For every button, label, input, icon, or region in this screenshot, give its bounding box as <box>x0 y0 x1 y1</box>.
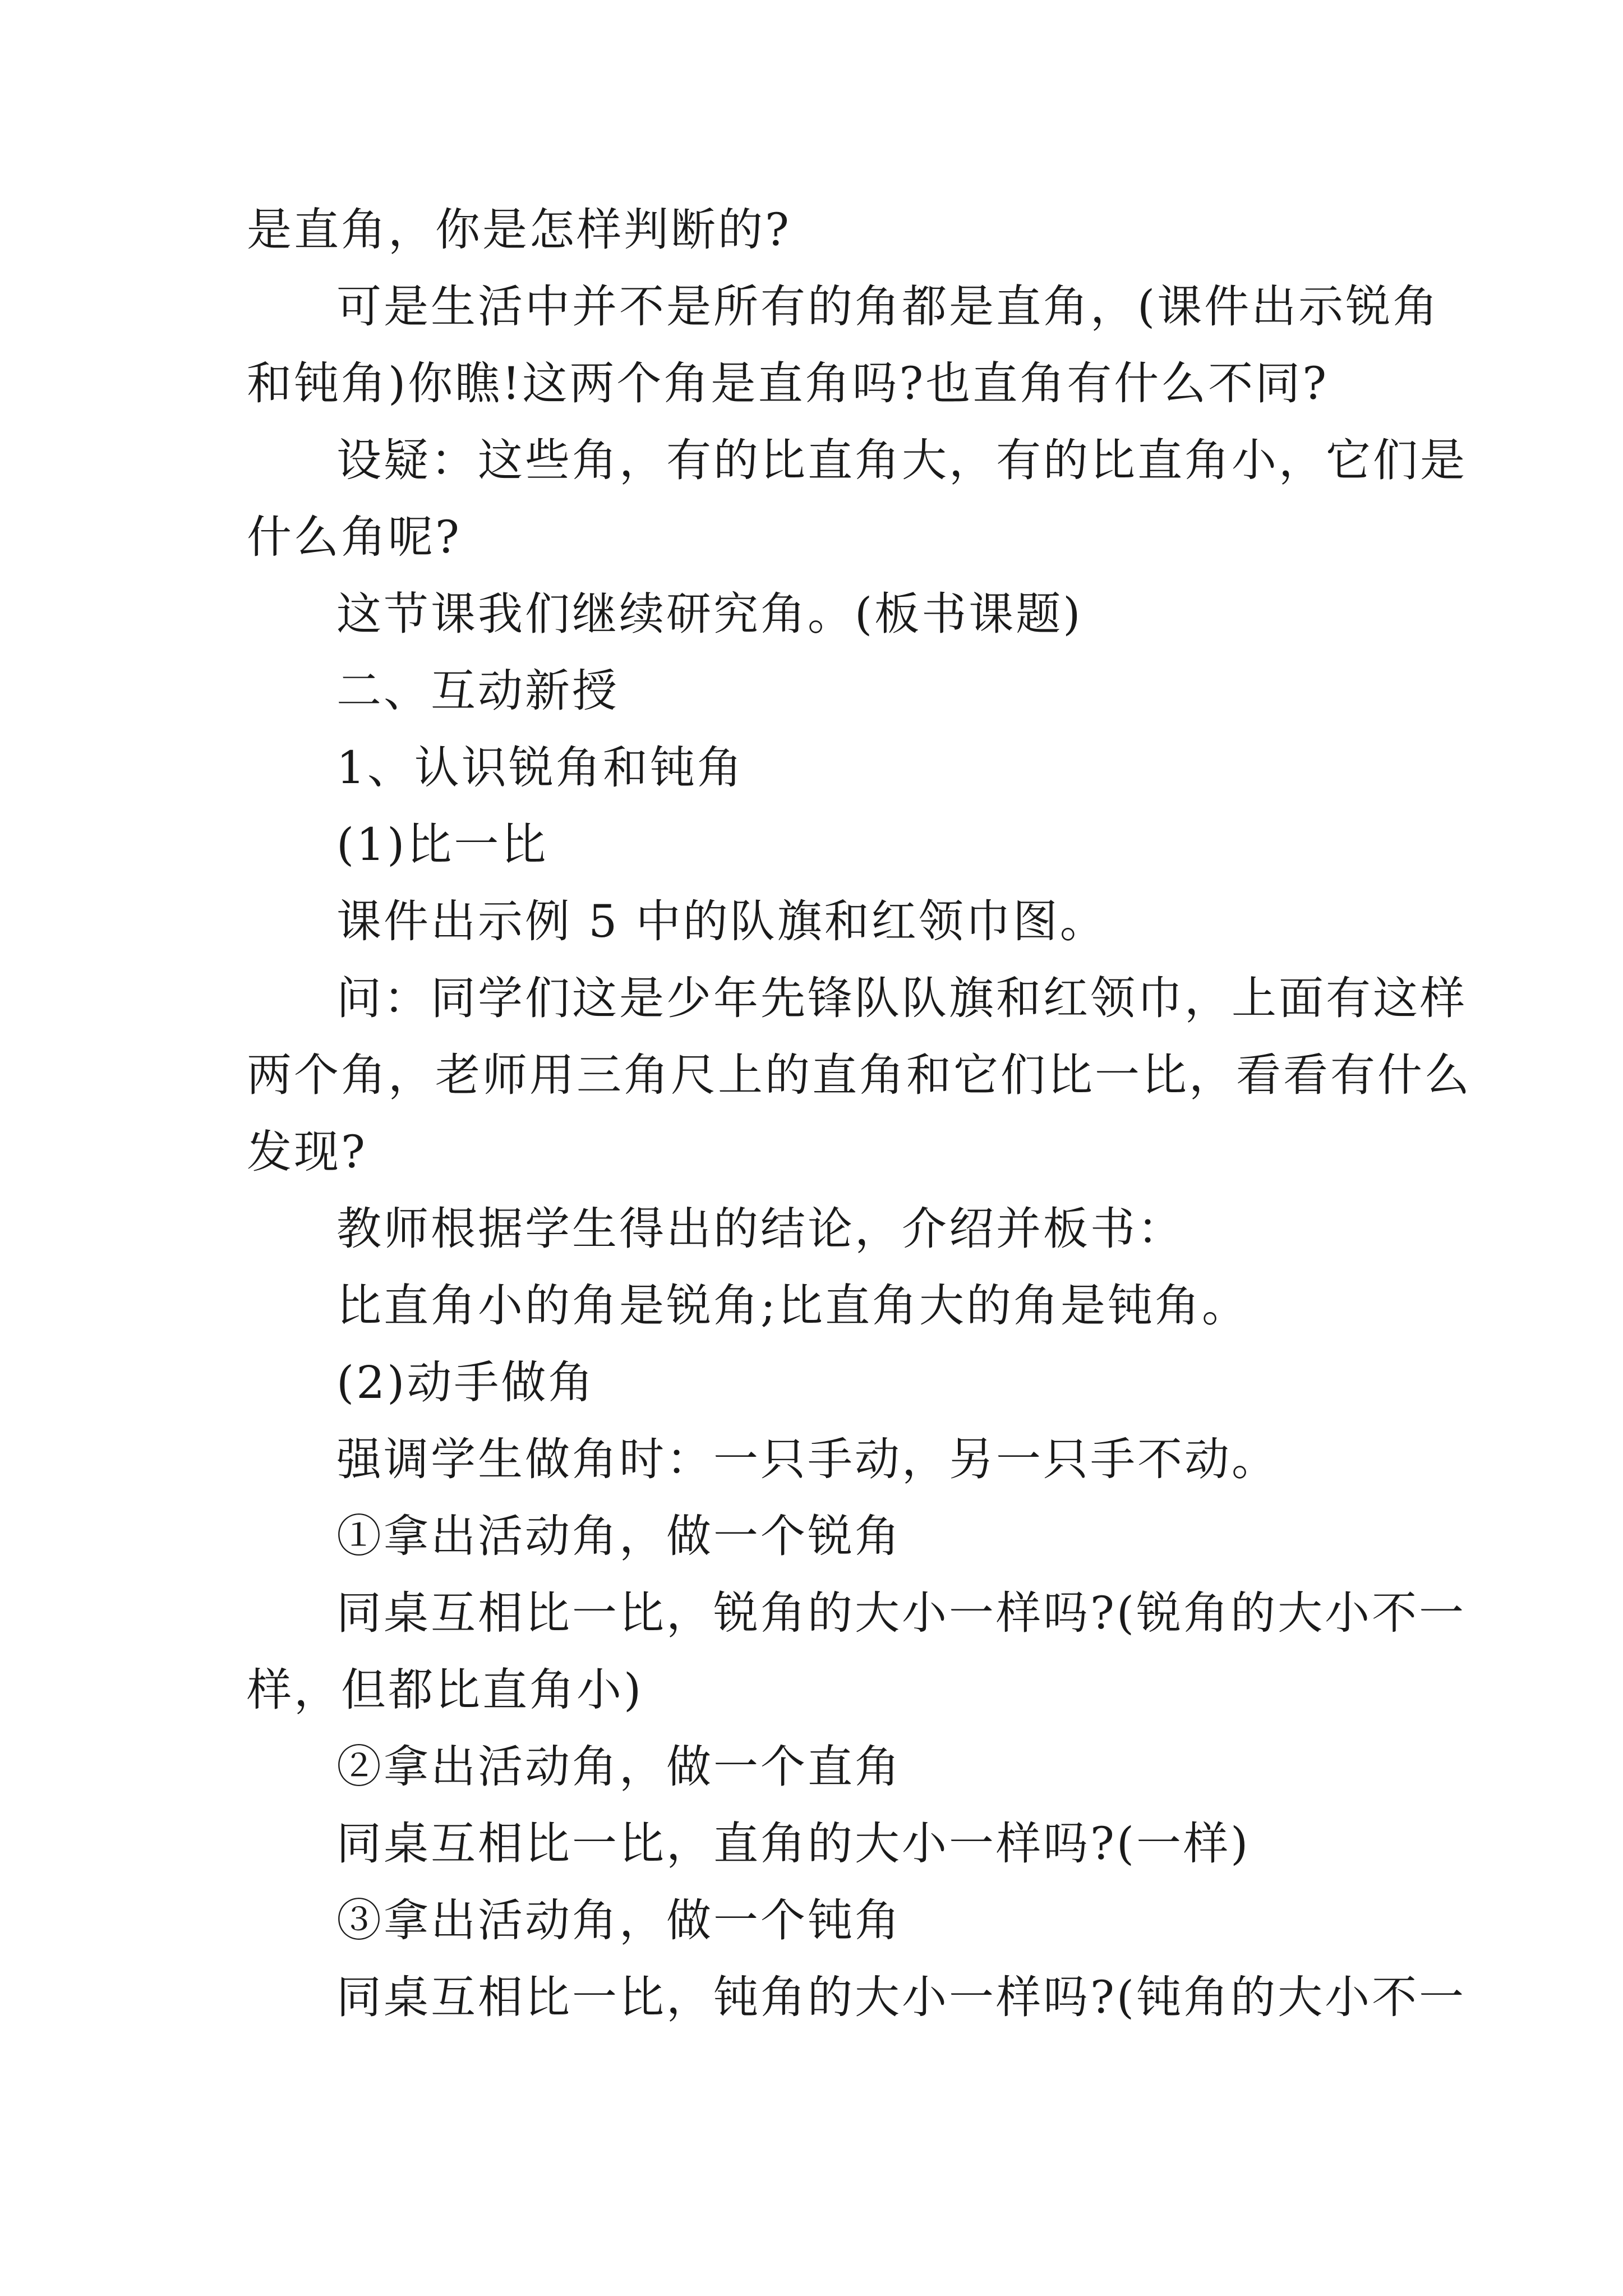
text-line: 发现? <box>247 1126 367 1178</box>
subsection-heading: 1、认识锐角和钝角 <box>336 742 744 794</box>
list-item: ①拿出活动角，做一个锐角 <box>336 1510 902 1562</box>
text-line: 同桌互相比一比，钝角的大小一样吗?(钝角的大小不一 <box>336 1971 1467 2023</box>
list-item: ③拿出活动角，做一个钝角 <box>336 1894 902 1947</box>
text-line: 同桌互相比一比，直角的大小一样吗?(一样) <box>336 1818 1251 1870</box>
text-line: 这节课我们继续研究角。(板书课题) <box>336 588 1083 640</box>
text-line: 课件出示例 5 中的队旗和红领巾图。 <box>336 895 1107 947</box>
text-line: 可是生活中并不是所有的角都是直角，(课件出示锐角 <box>336 280 1440 333</box>
text-line: 问：同学们这是少年先锋队队旗和红领巾，上面有这样 <box>336 972 1467 1024</box>
text-line: 比直角小的角是锐角;比直角大的角是钝角。 <box>336 1280 1249 1332</box>
list-item: ②拿出活动角，做一个直角 <box>336 1741 902 1793</box>
text-line: 样，但都比直角小) <box>247 1664 644 1716</box>
text-line: 强调学生做角时：一只手动，另一只手不动。 <box>336 1433 1279 1485</box>
text-line: 教师根据学生得出的结论，介绍并板书： <box>336 1203 1184 1255</box>
text-line: 两个角，老师用三角尺上的直角和它们比一比，看看有什么 <box>247 1049 1472 1101</box>
text-line: 是直角，你是怎样判断的? <box>247 204 791 256</box>
step-heading: (1)比一比 <box>336 818 548 871</box>
text-line: 和钝角)你瞧!这两个角是直角吗?也直角有什么不同? <box>247 357 1329 409</box>
section-heading: 二、互动新授 <box>336 665 619 717</box>
text-line: 同桌互相比一比，锐角的大小一样吗?(锐角的大小不一 <box>336 1587 1467 1639</box>
text-line: 什么角呢? <box>247 511 462 563</box>
step-heading: (2)动手做角 <box>336 1356 596 1409</box>
text-line: 设疑：这些角，有的比直角大，有的比直角小，它们是 <box>336 434 1467 486</box>
